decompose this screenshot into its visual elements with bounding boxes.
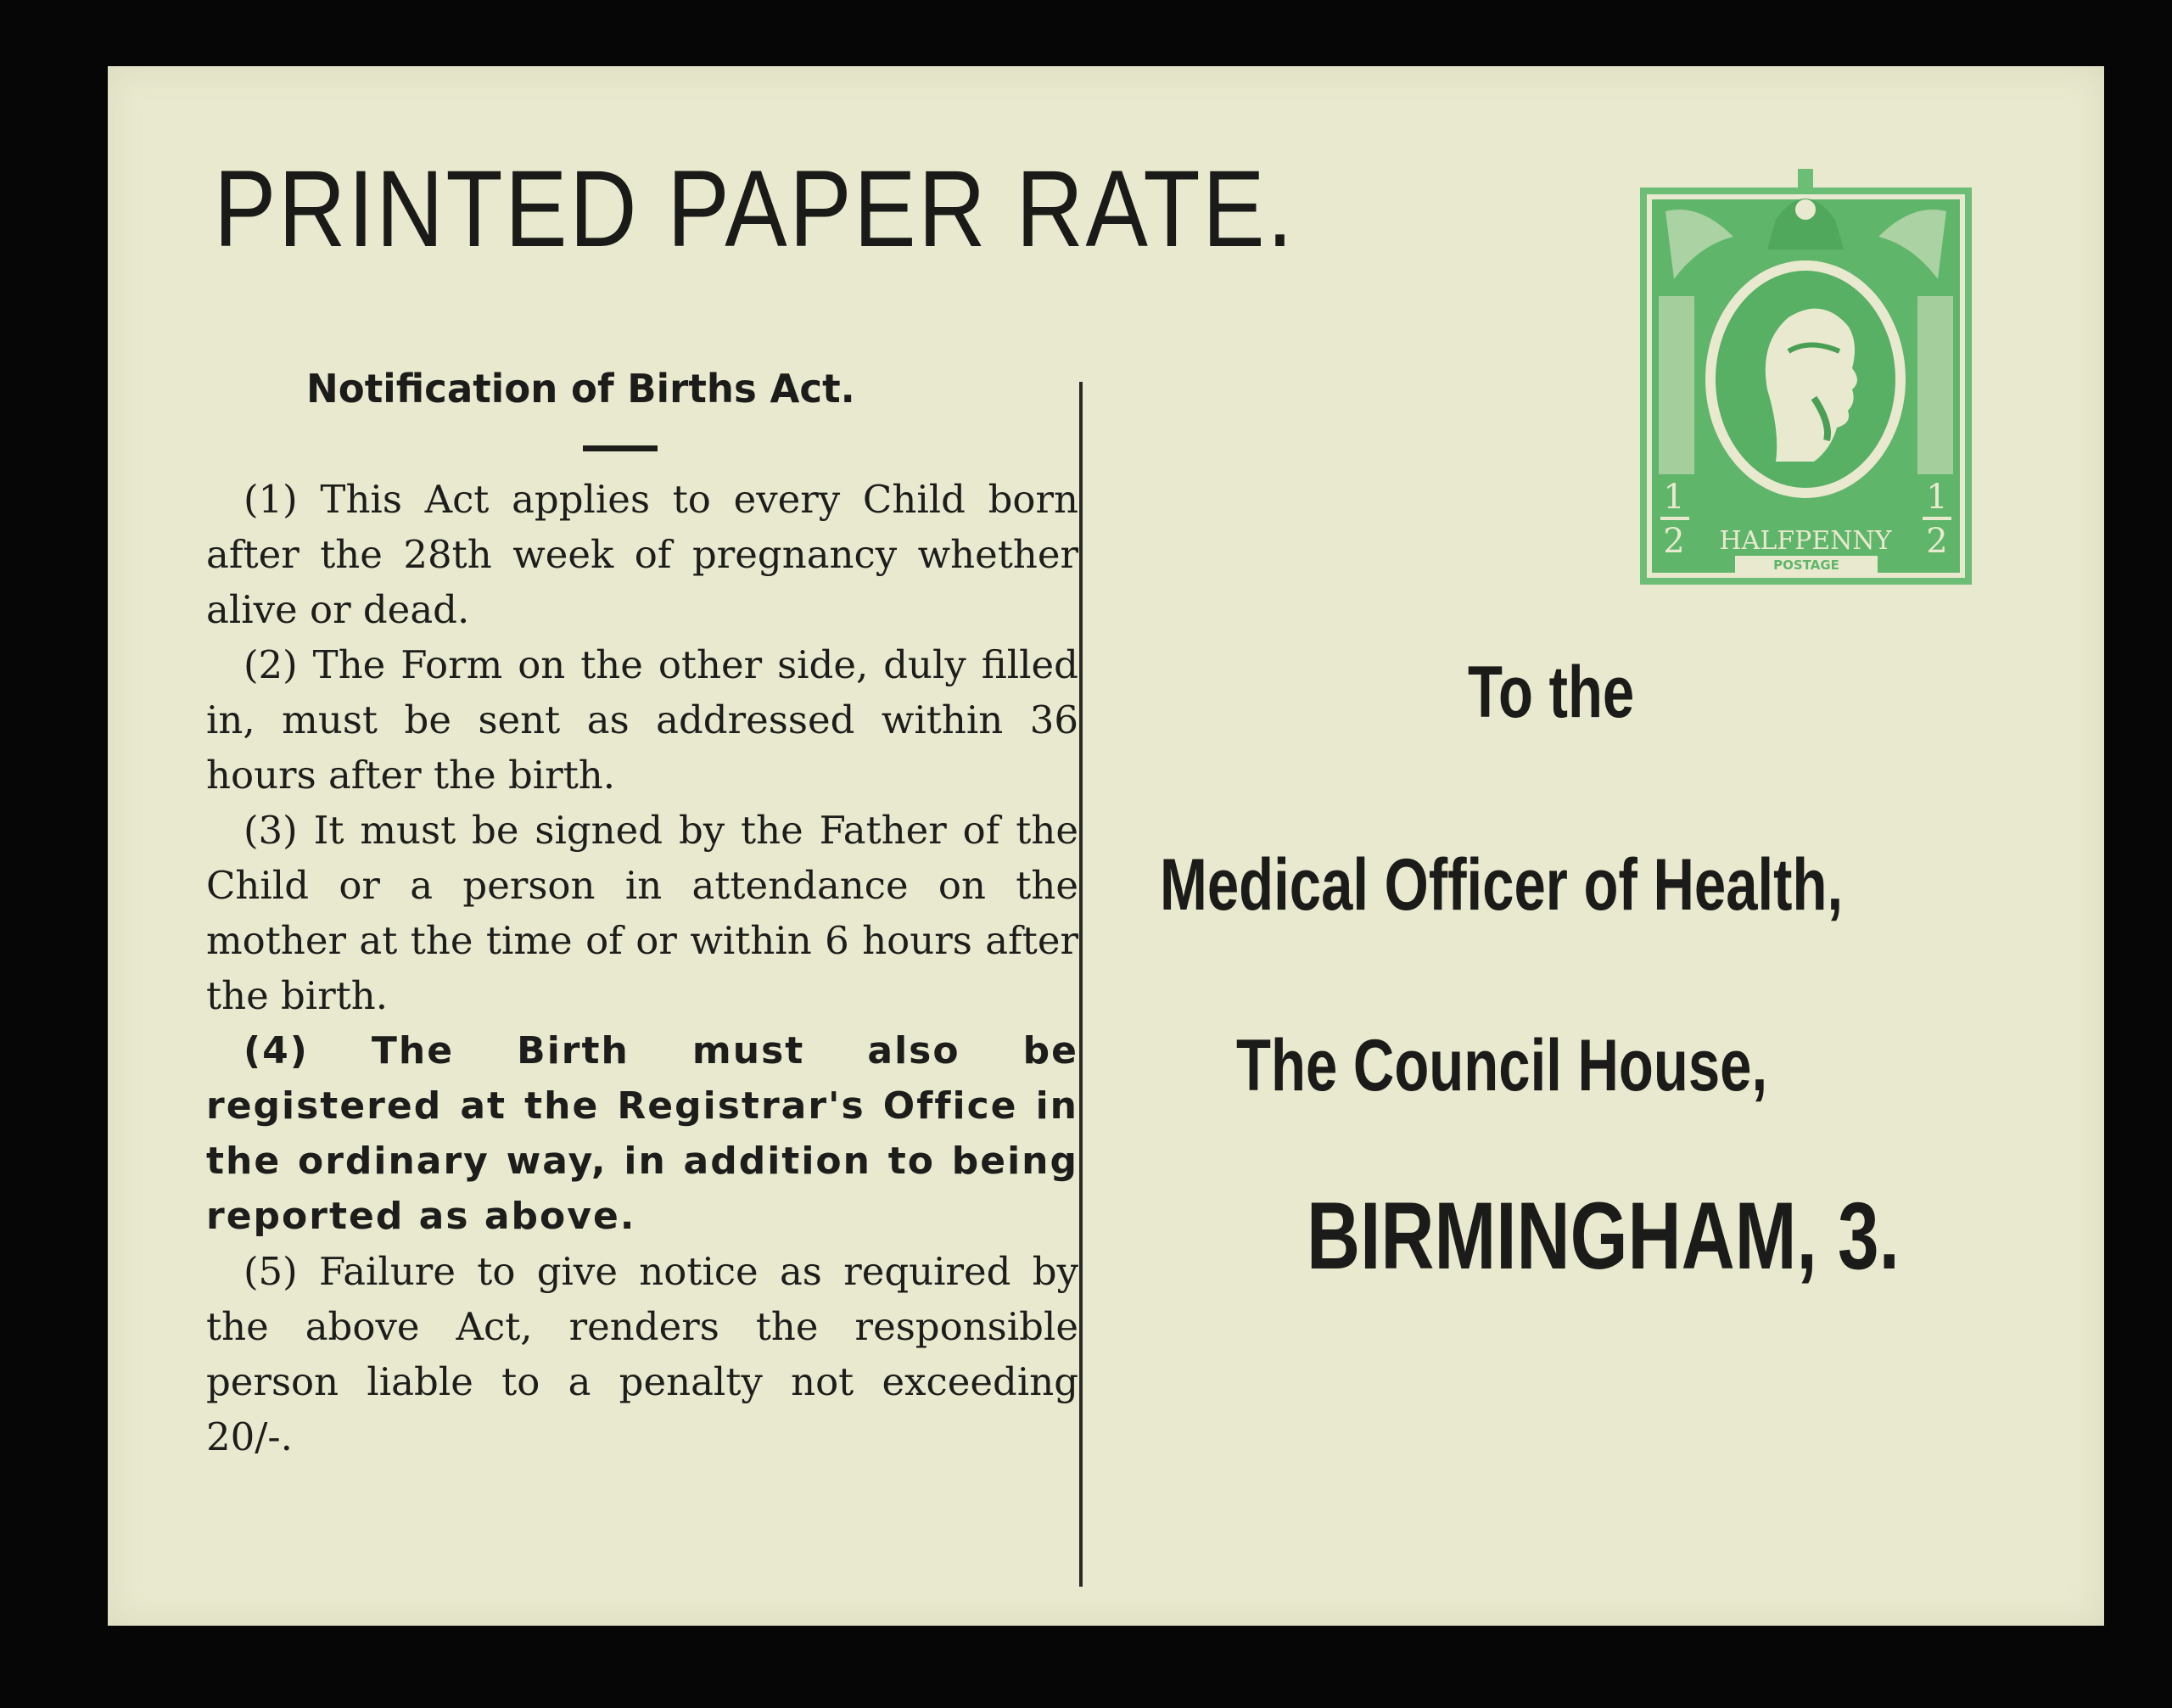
halfpenny-stamp-icon — [1640, 169, 1972, 585]
act-notes — [206, 472, 1078, 1464]
address-line-1: Medical Officer of Health, — [1160, 844, 1844, 926]
note-3: (3) It must be signed by the Father of the Child or a person in attendance on the mother at the time of or within 6 hours after the birth. — [206, 808, 1078, 1018]
stamp-fraction-left-den: 2 — [1663, 522, 1685, 561]
postcard — [108, 66, 2104, 1626]
address-line-2: The Council House, — [1236, 1025, 1768, 1106]
note-1: (1) This Act applies to every Child born after the 28th week of pregnancy whether alive or dead. — [206, 477, 1078, 632]
stamp-postage-text: POSTAGE — [1773, 557, 1839, 573]
note-4: (4) The Birth must also be registered at the Registrar's Office in the ordinary way, in addition to being reported as above. — [206, 1029, 1078, 1238]
vertical-divider — [1079, 382, 1083, 1587]
address-to: To the — [1468, 652, 1635, 733]
stamp-fraction-right-num: 1 — [1926, 478, 1948, 517]
note-5: (5) Failure to give notice as required by the above Act, renders the responsible person liable to a penalty not exceeding 20/-. — [206, 1249, 1078, 1459]
stamp-fraction-right-den: 2 — [1926, 522, 1948, 561]
act-heading: Notification of Births Act. — [306, 366, 855, 412]
stamp-fraction-left-num: 1 — [1663, 478, 1685, 517]
heading-rule — [583, 445, 658, 451]
address-line-3: BIRMINGHAM, 3. — [1307, 1183, 1900, 1289]
rate-title: PRINTED PAPER RATE. — [214, 148, 1296, 270]
stamp-value-text: HALFPENNY — [1719, 526, 1892, 556]
note-2: (2) The Form on the other side, duly filled in, must be sent as addressed within 36 hours after the birth. — [206, 642, 1078, 798]
